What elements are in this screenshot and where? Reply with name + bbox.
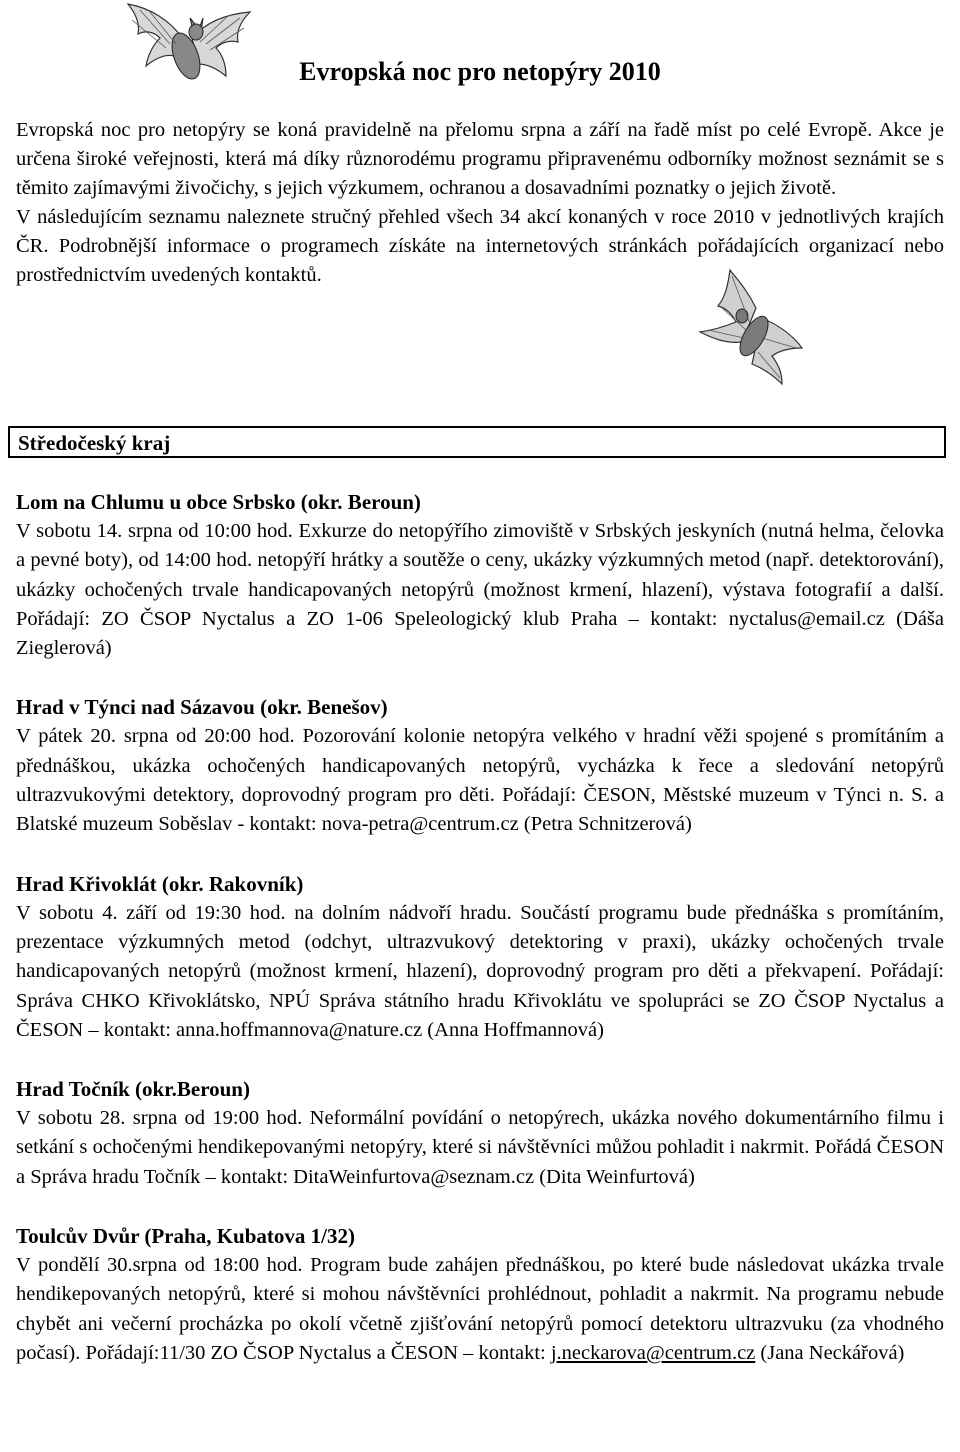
event-list — [16, 488, 944, 1398]
intro-paragraph: Evropská noc pro netopýry se koná pravidelně na přelomu srpna a září na řadě míst po celé Evropě. Akce je určena široké veřejnosti, která má díky různorodému programu připravenému odborníky možnost seznámit se s těmito zajímavými živočichy, s jejich výzkumem, ochranou a dosavadními poznatky o jejich životě. — [16, 119, 944, 199]
event-title: Hrad v Týnci nad Sázavou (okr. Benešov) — [16, 695, 388, 720]
event-description: V sobotu 28. srpna od 19:00 hod. Neformální povídání o netopýrech, ukázka nového dokumentárního filmu i setkání s ochočenými hendikepovanými netopýry, které si návštěvníci můžou pohladit i nakrmit. Pořádá ČESON a Správa hradu Točník – kontakt: DitaWeinfurtova@seznam.cz (Dita Weinfurtová) — [16, 1107, 944, 1188]
event-title: Hrad Křivoklát (okr. Rakovník) — [16, 871, 304, 896]
page-title: Evropská noc pro netopýry 2010 — [299, 57, 661, 86]
intro-text — [16, 116, 944, 290]
event-description-text: V pondělí 30.srpna od 18:00 hod. Program bude zahájen přednáškou, po které bude následovat ukázka trvale hendikepovaných netopýrů, které si mohou návštěvníci prohlédnout, pohladit a nakrmit. Na programu nebude chybět ani večerní procházka po okolí včetně zjišťování netopýrů pomocí detektoru ultrazvuku (za vhodného počasí). Pořádají:11/30 ZO ČSOP Nyctalus a ČESON – kontakt: — [16, 1254, 944, 1364]
event-description — [16, 1251, 944, 1368]
document-page — [16, 0, 944, 1452]
event-description-text: (Jana Neckářová) — [755, 1341, 905, 1364]
region-header-box — [8, 426, 946, 458]
contact-email-link[interactable]: j.neckarova@centrum.cz — [550, 1341, 756, 1364]
event-item — [16, 870, 944, 1045]
event-title: Lom na Chlumu u obce Srbsko (okr. Beroun) — [16, 490, 421, 514]
event-item — [16, 693, 944, 839]
event-description: V pátek 20. srpna od 20:00 hod. Pozorování kolonie netopýra velkého v hradní věži spojené s promítáním a přednáškou, ukázka ochočených handicapovaných netopýrů, vycházka k řece a sledování netopýrů ultrazvukovými detektory, doprovodný program pro děti. Pořádají: ČESON, Městské muzeum v Týnci n. S. a Blatské muzeum Soběslav - kontakt: nova-petra@centrum.cz (Petra Schnitzerová) — [16, 725, 944, 836]
event-item — [16, 1075, 944, 1192]
event-description: V sobotu 14. srpna od 10:00 hod. Exkurze do netopýřího zimoviště v Srbských jeskyních (nutná helma, čelovka a pevné boty), od 14:00 hod. netopýří hrátky a soutěže o ceny, ukázky výzkumných metod (např. detektorování), ukázky ochočených trvale handicapovaných netopýrů (možnost krmení, hlazení), výstava fotografií a další. Pořádají: ZO ČSOP Nyctalus a ZO 1-06 Speleologický klub Praha – kontakt: nyctalus@email.cz (Dáša Zieglerová) — [16, 520, 944, 660]
region-title: Středočeský kraj — [18, 431, 171, 455]
intro-paragraph: V následujícím seznamu naleznete stručný přehled všech 34 akcí konaných v roce 2010 v jednotlivých krajích ČR. Podrobnější informace o programech získáte na internetových stránkách pořádajících organizací nebo prostřednictvím uvedených kontaktů. — [16, 206, 944, 286]
event-title: Hrad Točník (okr.Beroun) — [16, 1077, 250, 1102]
event-item — [16, 488, 944, 663]
event-item — [16, 1222, 944, 1368]
event-title: Toulcův Dvůr (Praha, Kubatova 1/32) — [16, 1224, 355, 1249]
event-description: V sobotu 4. září od 19:30 hod. na dolním nádvoří hradu. Součástí programu bude přednáška s promítáním, prezentace výzkumných metod (odchyt, ultrazvukový detektoring v praxi), ukázky ochočených trvale handicapovaných netopýrů (možnost krmení, hlazení), doprovodný program pro děti a překvapení. Pořádají: Správa CHKO Křivoklátsko, NPÚ Správa státního hradu Křivoklátu ve spolupráci se ZO ČSOP Nyctalus a ČESON – kontakt: anna.hoffmannova@nature.cz (Anna Hoffmannová) — [16, 901, 944, 1041]
